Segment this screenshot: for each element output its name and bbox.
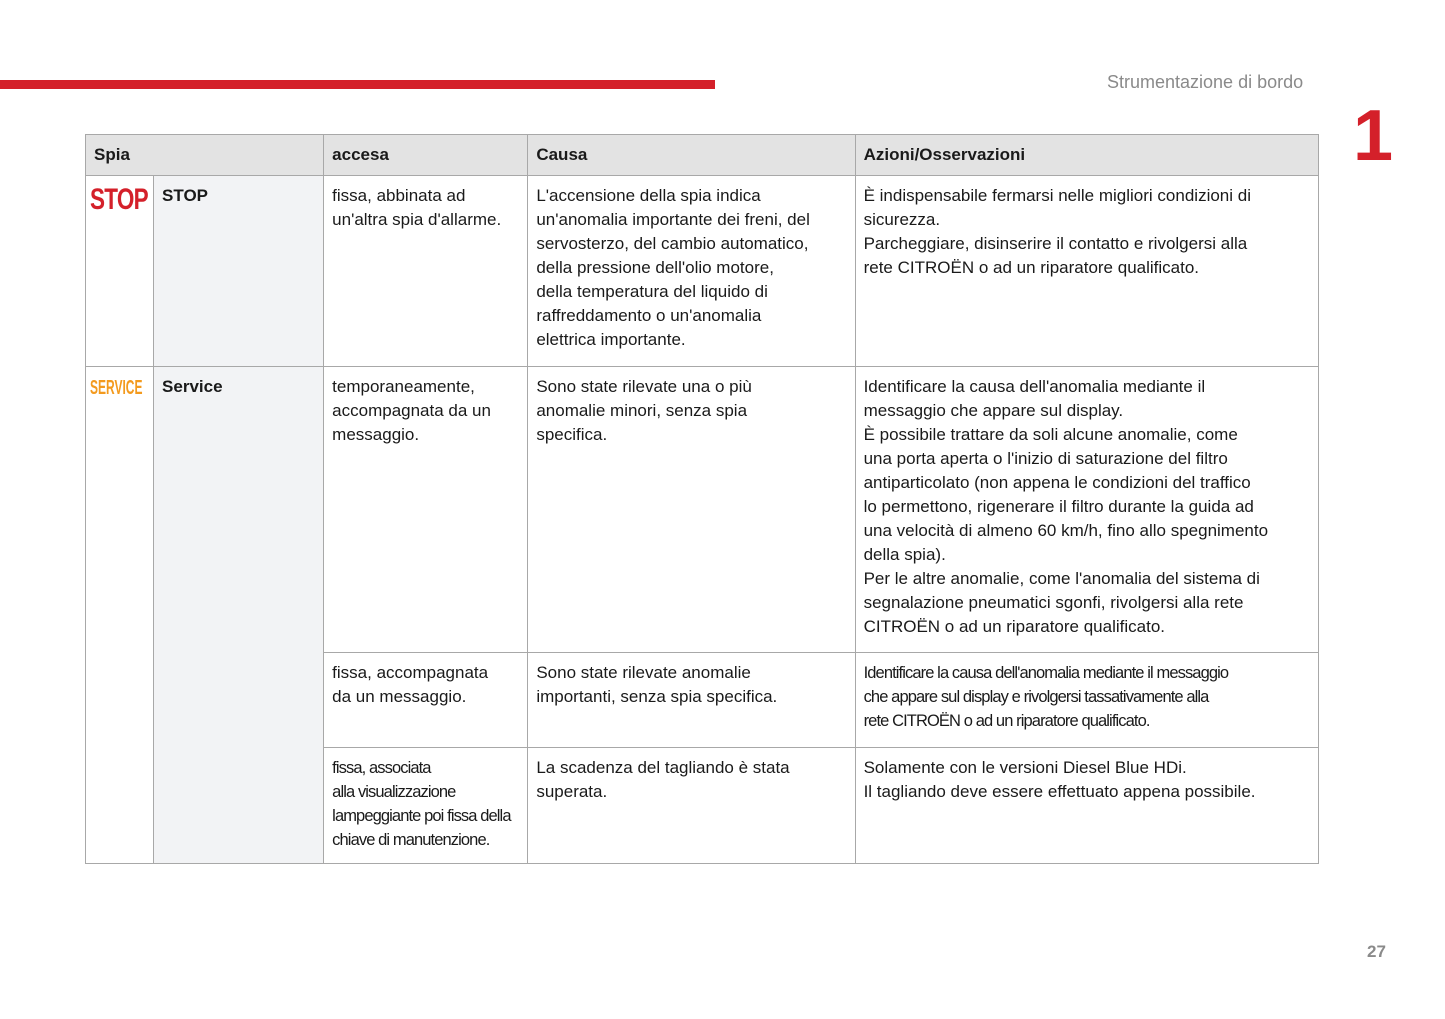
azioni-cell: Identificare la causa dell'anomalia mediante il messaggio che appare sul display e rivolgersi tassativamente alla rete CITROËN o ad un riparatore qualificato. <box>855 653 1318 748</box>
causa-cell: Sono state rilevate anomalie importanti, senza spia specifica. <box>528 653 855 748</box>
azioni-cell: Solamente con le versioni Diesel Blue HDi. Il tagliando deve essere effettuato appena possibile. <box>855 748 1318 864</box>
accesa-cell: fissa, associata alla visualizzazione lampeggiante poi fissa della chiave di manutenzione. <box>324 748 528 864</box>
azioni-cell: È indispensabile fermarsi nelle migliori condizioni di sicurezza. Parcheggiare, disinserire il contatto e rivolgersi alla rete CITROËN o ad un riparatore qualificato. <box>855 176 1318 367</box>
header-spia: Spia <box>86 135 324 176</box>
accesa-cell: fissa, accompagnata da un messaggio. <box>324 653 528 748</box>
stop-icon-label: STOP <box>90 183 148 216</box>
azioni-cell: Identificare la causa dell'anomalia mediante il messaggio che appare sul display. È possibile trattare da soli alcune anomalie, come una porta aperta o l'inizio di saturazione del filtro antiparticolato (non appena le condizioni del traffico lo permettono, rigenerare il filtro durante la guida ad una velocità di almeno 60 km/h, fino allo spegnimento della spia). Per le altre anomalie, come l'anomalia del sistema di segnalazione pneumatici sgonfi, rivolgersi alla rete CITROËN o ad un riparatore qualificato. <box>855 367 1318 653</box>
section-title: Strumentazione di bordo <box>1107 72 1304 92</box>
header-accesa: accesa <box>324 135 528 176</box>
accesa-cell: fissa, abbinata ad un'altra spia d'allarme. <box>324 176 528 367</box>
header-causa: Causa <box>528 135 855 176</box>
service-icon-label: SERVICE <box>90 377 143 399</box>
header-azioni: Azioni/Osservazioni <box>855 135 1318 176</box>
stop-warning-icon <box>86 176 154 367</box>
light-name: STOP <box>154 176 324 367</box>
table-row <box>86 367 1319 653</box>
causa-cell: La scadenza del tagliando è stata superata. <box>528 748 855 864</box>
warning-lights-table <box>85 134 1319 864</box>
causa-cell: Sono state rilevate una o più anomalie minori, senza spia specifica. <box>528 367 855 653</box>
header-red-bar <box>0 80 715 89</box>
table-header-row <box>86 135 1319 176</box>
chapter-number: 1 <box>1353 96 1394 176</box>
accesa-cell: temporaneamente, accompagnata da un messaggio. <box>324 367 528 653</box>
light-name: Service <box>154 367 324 864</box>
page-number: 27 <box>1367 942 1386 961</box>
service-warning-icon <box>86 367 154 864</box>
causa-cell: L'accensione della spia indica un'anomalia importante dei freni, del servosterzo, del cambio automatico, della pressione dell'olio motore, della temperatura del liquido di raffreddamento o un'anomalia elettrica importante. <box>528 176 855 367</box>
table-row <box>86 176 1319 367</box>
